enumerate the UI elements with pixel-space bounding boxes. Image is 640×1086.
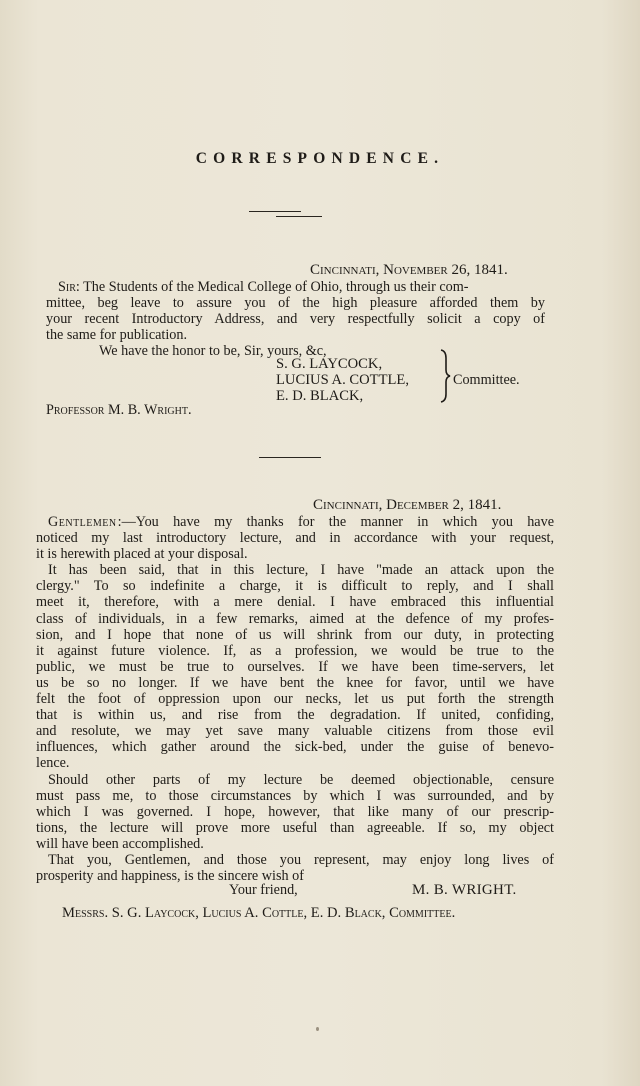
signer-name: LUCIUS A. COTTLE, — [276, 372, 409, 388]
letter2-line: and resolute, we may yet save many valuable citizens from those evil — [36, 723, 554, 740]
addressee-text: Professor M. B. Wright. — [46, 402, 192, 418]
letter2-place-date: Cincinnati, December 2, 1841. — [313, 497, 502, 513]
letter2-line: will have been accomplished. — [36, 835, 204, 852]
letter2-line: clergy." To so indefinite a charge, it is difficult to reply, and I shall — [36, 578, 554, 595]
letter2-salutation: Gentlemen — [48, 514, 117, 530]
letter2-line: it is herewith placed at your disposal. — [36, 546, 248, 563]
letter1-line: mittee, beg leave to assure you of the high pleasure afforded them by — [46, 295, 545, 311]
letter2-line: prosperity and happiness, is the sincere wish of — [36, 868, 304, 885]
letter1-line — [58, 279, 542, 295]
letter1-place-date: Cincinnati, November 26, 1841. — [310, 262, 508, 278]
letter1-salutation: Sir: — [58, 279, 80, 295]
letter2-line: must pass me, to those circumstances by which I was surrounded, and by — [36, 787, 554, 804]
letter2-line: which I was governed. I hope, however, that like many of our prescrip- — [36, 803, 554, 820]
letter1-closing: We have the honor to be, Sir, yours, &c, — [99, 343, 327, 359]
letter1-text: The Students of the Medical College of Ohio, through us their com- — [83, 279, 469, 295]
ink-speck — [316, 1027, 319, 1031]
signer-name: S. G. LAYCOCK, — [276, 356, 383, 372]
letter2-line: It has been said, that in this lecture, I have "made an attack upon the — [48, 562, 554, 579]
letter2-line: That you, Gentlemen, and those you represent, may enjoy long lives of — [48, 852, 554, 868]
letter2-line: influences, which gather around the sick-bed, under the guise of benevo- — [36, 739, 554, 756]
letter2-text: :—You have my thanks for the manner in which you have — [117, 514, 554, 530]
letter2-line: Should other parts of my lecture be deemed objectionable, censure — [48, 771, 554, 788]
letter2-line: that is within us, and rise from the degradation. If united, confiding, — [36, 707, 554, 724]
letter2-line: tions, the lecture will prove more useful than agreeable. If so, my object — [36, 819, 554, 836]
letter2-line: noticed my last introductory lecture, and in accordance with your request, — [36, 530, 554, 546]
letter1-line: the same for publication. — [46, 327, 188, 343]
divider-rule — [249, 211, 301, 212]
letter2-line: lence. — [36, 755, 70, 772]
letter2-line: sion, and I hope that none of us will shrink from our duty, in protecting — [36, 626, 554, 643]
letter2-line: meet it, therefore, with a mere denial. I have embraced this influential — [36, 594, 554, 611]
letter2-line: public, we must be true to ourselves. If we have been time-servers, let — [36, 658, 554, 675]
divider-rule — [276, 216, 322, 217]
page-heading: CORRESPONDENCE. — [195, 150, 445, 167]
letter1-line: your recent Introductory Address, and very respectfully solicit a copy of — [46, 311, 545, 327]
letter2-closing: Your friend, — [229, 882, 298, 898]
letter2-line: it against future violence. If, as a profession, we would be true to the — [36, 642, 554, 659]
signer-name: E. D. BLACK, — [276, 388, 364, 404]
committee-label: Committee. — [453, 372, 520, 388]
letter2-line: felt the foot of oppression upon our necks, let us put forth the strength — [36, 691, 554, 707]
letter2-addressee: Messrs. S. G. Laycock, Lucius A. Cottle, E. D. Black, Committee. — [62, 905, 456, 921]
letter1-addressee — [46, 402, 192, 418]
divider-rule — [259, 457, 321, 458]
letter2-line: class of individuals, in a few remarks, aimed at the defence of my profes- — [36, 610, 554, 627]
letter2-signature: M. B. WRIGHT. — [412, 882, 517, 898]
letter2-line: us be so no longer. If we have bent the knee for favor, until we have — [36, 674, 554, 691]
letter2-line — [48, 514, 554, 530]
curly-brace-icon — [439, 348, 451, 404]
